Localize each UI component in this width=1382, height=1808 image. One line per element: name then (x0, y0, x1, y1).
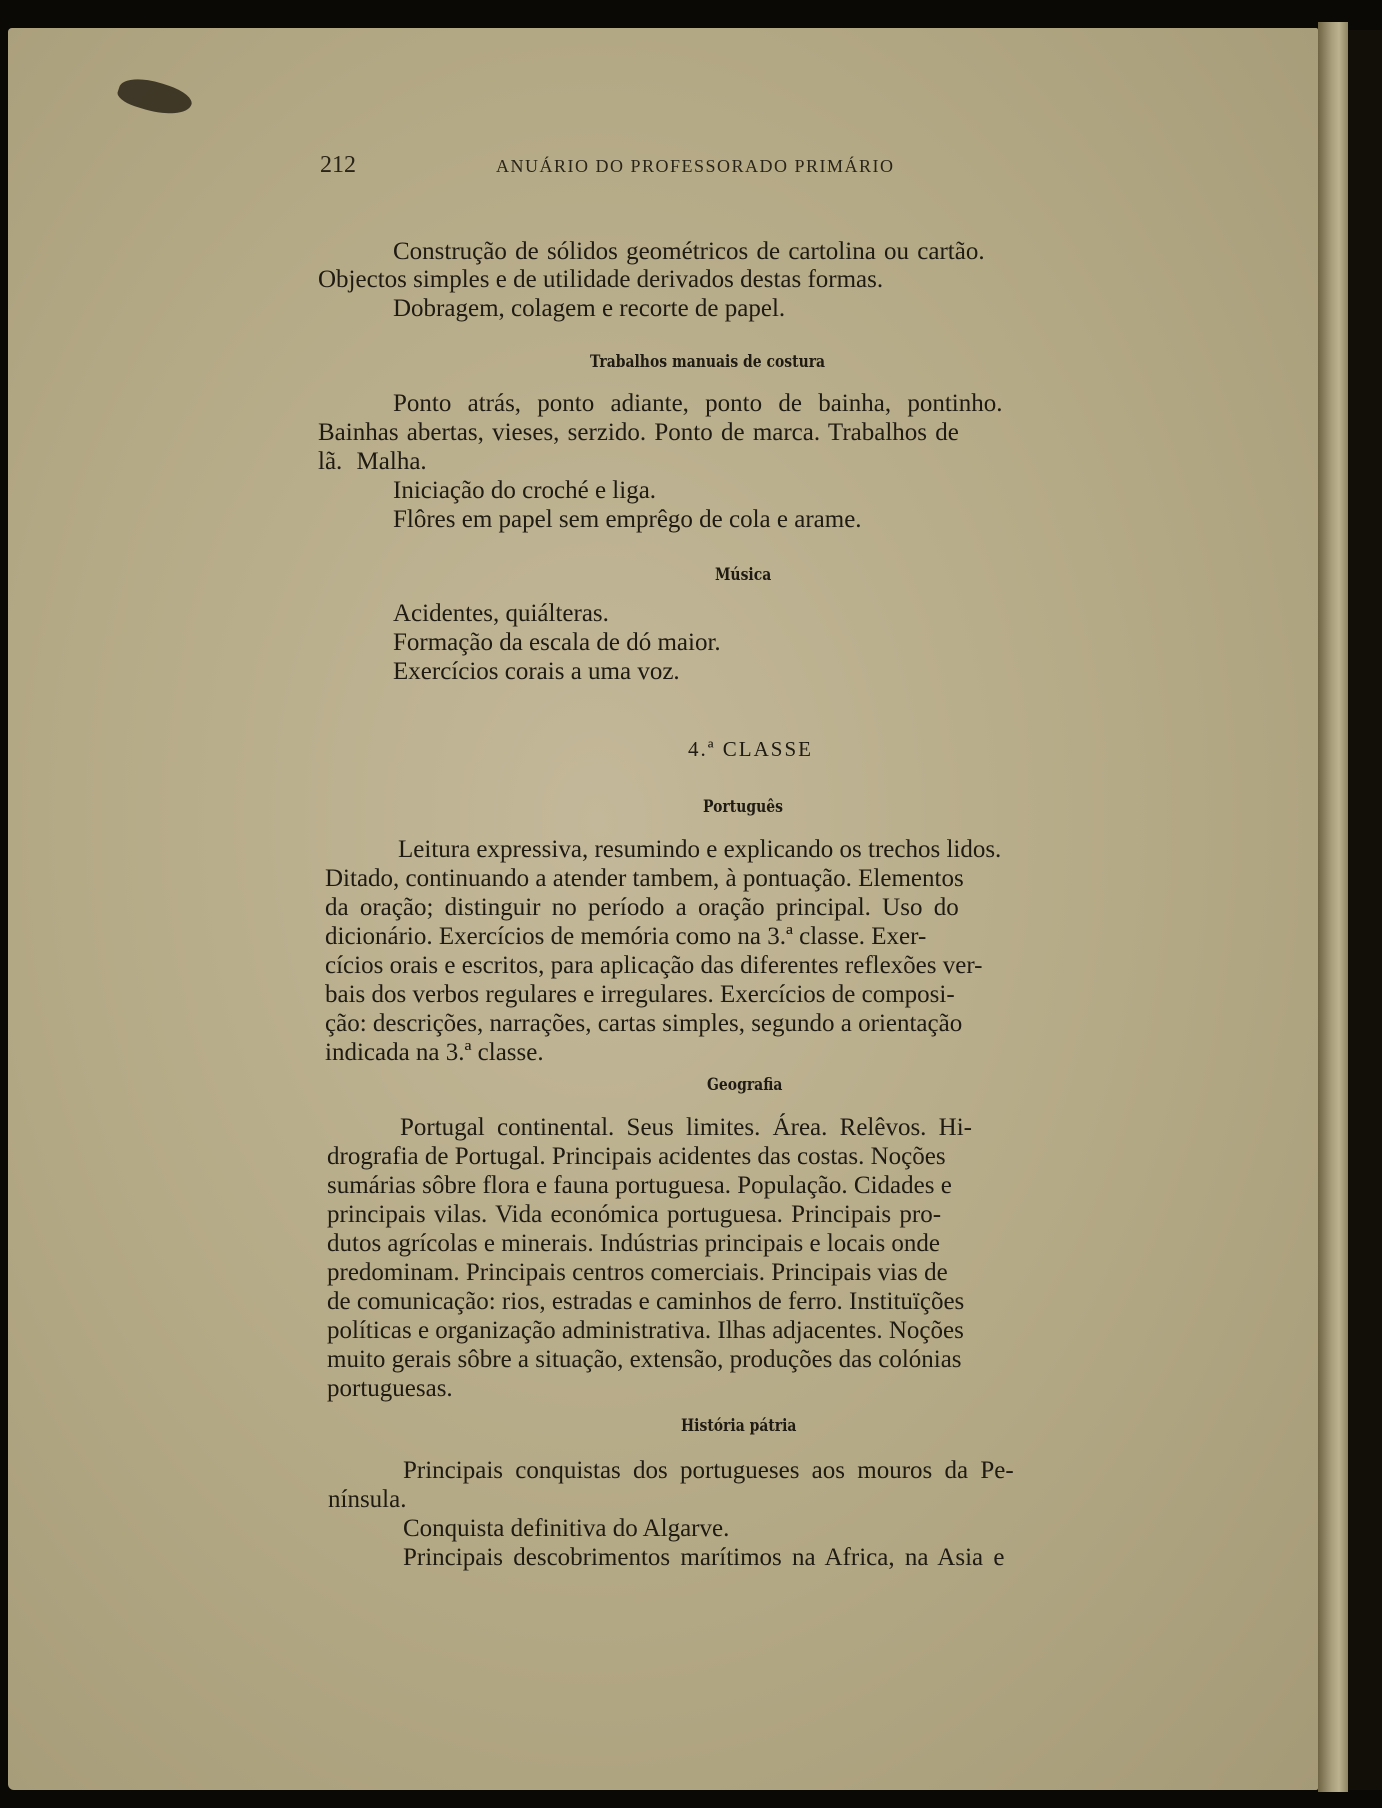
page-header (320, 152, 1040, 188)
text-line: Objectos simples e de utilidade derivados destas formas. (318, 266, 884, 293)
text-line: nínsula. (328, 1486, 407, 1513)
text-line: políticas e organização administrativa. Ilhas adjacentes. Noções (327, 1317, 964, 1344)
text-line: Iniciação do croché e liga. (393, 477, 657, 504)
text-line: Portugal continental. Seus limites. Área. Relêvos. Hi- (400, 1114, 973, 1141)
text-line: Ditado, continuando a atender tambem, à pontuação. Elementos (325, 865, 964, 892)
text-line: bais dos verbos regulares e irregulares. Exercícios de composi- (325, 981, 955, 1008)
book-spine (1318, 22, 1348, 1792)
section-heading: Português (703, 797, 783, 817)
next-page-edge (1348, 30, 1382, 1790)
text-line: Exercícios corais a uma voz. (393, 658, 680, 685)
section-heading: Música (715, 565, 772, 585)
text-line: dicionário. Exercícios de memória como na 3.ª classe. Exer- (325, 923, 927, 950)
text-line: Principais descobrimentos marítimos na Africa, na Asia e (403, 1544, 1005, 1571)
section-heading: Trabalhos manuais de costura (590, 352, 826, 372)
text-line: dutos agrícolas e minerais. Indústrias principais e locais onde (327, 1230, 941, 1257)
text-line: portuguesas. (327, 1375, 453, 1402)
text-line: muito gerais sôbre a situação, extensão, produções das colónias (327, 1346, 962, 1373)
text-line: Ponto atrás, ponto adiante, ponto de bainha, pontinho. (393, 390, 1003, 417)
text-line: de comunicação: rios, estradas e caminhos de ferro. Instituïções (327, 1288, 965, 1315)
text-line: Bainhas abertas, vieses, serzido. Ponto de marca. Trabalhos de (318, 419, 959, 446)
text-line: Acidentes, quiálteras. (393, 600, 609, 627)
text-line: Leitura expressiva, resumindo e explicando os trechos lidos. (398, 836, 1002, 863)
text-line: Formação da escala de dó maior. (393, 629, 721, 656)
text-line: Conquista definitiva do Algarve. (403, 1515, 730, 1542)
text-line: lã. Malha. (318, 448, 427, 475)
text-line: sumárias sôbre flora e fauna portuguesa. População. Cidades e (327, 1172, 952, 1199)
running-title: ANUÁRIO DO PROFESSORADO PRIMÁRIO (496, 156, 895, 176)
class-heading: 4.ª CLASSE (688, 737, 813, 761)
text-line: drografia de Portugal. Principais acidentes das costas. Noções (327, 1143, 946, 1170)
text-line: cícios orais e escritos, para aplicação das diferentes reflexões ver- (325, 952, 983, 979)
text-line: da oração; distinguir no período a oração principal. Uso do (325, 894, 959, 921)
text-line: Dobragem, colagem e recorte de papel. (393, 295, 786, 322)
text-line: Principais conquistas dos portugueses aos mouros da Pe- (403, 1457, 1014, 1484)
section-heading: Geografia (707, 1075, 783, 1095)
page-number: 212 (320, 152, 356, 178)
text-line: Construção de sólidos geométricos de cartolina ou cartão. (393, 238, 985, 265)
section-heading: História pátria (681, 1416, 797, 1436)
text-line: indicada na 3.ª classe. (325, 1039, 544, 1066)
text-line: Flôres em papel sem emprêgo de cola e arame. (393, 506, 862, 533)
text-line: ção: descrições, narrações, cartas simples, segundo a orientação (325, 1010, 963, 1037)
text-line: principais vilas. Vida económica portuguesa. Principais pro- (327, 1201, 942, 1228)
text-line: predominam. Principais centros comerciais. Principais vias de (327, 1259, 948, 1286)
